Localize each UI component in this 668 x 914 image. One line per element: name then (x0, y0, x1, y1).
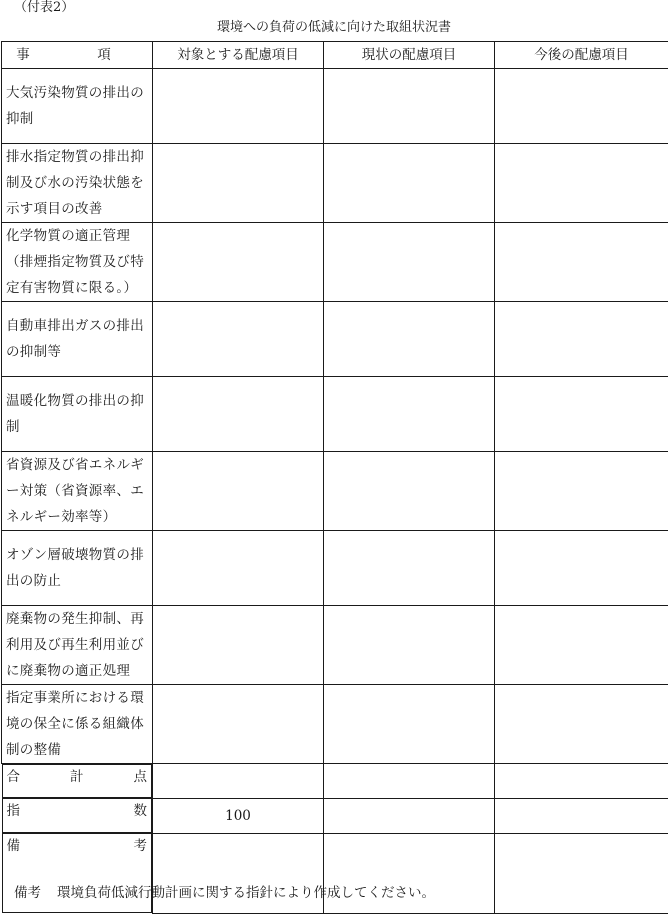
total-target-cell[interactable] (153, 764, 324, 799)
target-cell[interactable] (153, 452, 324, 531)
current-cell[interactable] (324, 685, 495, 764)
remarks-current-cell[interactable] (324, 833, 495, 913)
footnote-text: 環境負荷低減行動計画に関する指針により作成してください。 (57, 885, 435, 901)
current-cell[interactable] (324, 606, 495, 685)
target-cell[interactable] (153, 223, 324, 302)
target-cell[interactable] (153, 69, 324, 144)
table-row (2, 144, 668, 223)
remarks-row (2, 833, 668, 913)
row-item-label: 指定事業所における環境の保全に係る組織体制の整備 (2, 685, 153, 764)
current-cell[interactable] (324, 302, 495, 377)
target-cell[interactable] (153, 685, 324, 764)
future-cell[interactable] (495, 223, 668, 302)
future-cell[interactable] (495, 302, 668, 377)
target-cell[interactable] (153, 144, 324, 223)
row-item-label: 廃棄物の発生抑制、再利用及び再生利用並びに廃棄物の適正処理 (2, 606, 153, 685)
table-row (2, 685, 668, 764)
future-cell[interactable] (495, 144, 668, 223)
row-item-label: オゾン層破壊物質の排出の防止 (2, 531, 153, 606)
footnote-head: 備考 (14, 885, 41, 901)
row-item-label: 省資源及び省エネルギー対策（省資源率、エネルギー効率等） (2, 452, 153, 531)
future-cell[interactable] (495, 685, 668, 764)
future-cell[interactable] (495, 452, 668, 531)
index-label: 指 数 (2, 798, 153, 833)
current-cell[interactable] (324, 377, 495, 452)
index-row (2, 798, 668, 833)
current-cell[interactable] (324, 69, 495, 144)
row-item-label: 排水指定物質の排出抑制及び水の汚染状態を示す項目の改善 (2, 144, 153, 223)
future-cell[interactable] (495, 531, 668, 606)
current-cell[interactable] (324, 223, 495, 302)
table-row (2, 377, 668, 452)
footnote (14, 885, 435, 901)
status-table (1, 41, 668, 914)
current-cell[interactable] (324, 452, 495, 531)
current-cell[interactable] (324, 531, 495, 606)
current-cell[interactable] (324, 144, 495, 223)
target-cell[interactable] (153, 531, 324, 606)
header-item: 事 項 (2, 42, 153, 69)
future-cell[interactable] (495, 69, 668, 144)
target-cell[interactable] (153, 377, 324, 452)
target-cell[interactable] (153, 302, 324, 377)
table-row (2, 606, 668, 685)
item-rows (2, 69, 668, 764)
row-item-label: 化学物質の適正管理（排煙指定物質及び特定有害物質に限る。） (2, 223, 153, 302)
row-item-label: 自動車排出ガスの排出の抑制等 (2, 302, 153, 377)
row-item-label: 大気汚染物質の排出の抑制 (2, 69, 153, 144)
header-current: 現状の配慮項目 (324, 42, 495, 69)
total-row (2, 764, 668, 799)
row-item-label: 温暖化物質の排出の抑制 (2, 377, 153, 452)
header-row (2, 42, 668, 69)
table-row (2, 531, 668, 606)
table-row (2, 302, 668, 377)
total-current-cell[interactable] (324, 764, 495, 799)
total-label: 合 計 点 (2, 764, 153, 798)
appendix-label: （付表2） (14, 0, 74, 16)
future-cell[interactable] (495, 377, 668, 452)
remarks-label: 備 考 (2, 833, 153, 913)
index-target-value: 100 (153, 798, 324, 833)
table-row (2, 452, 668, 531)
header-target: 対象とする配慮項目 (153, 42, 324, 69)
form-title: 環境への負荷の低減に向けた取組状況書 (0, 20, 668, 36)
remarks-future-cell[interactable] (495, 833, 668, 913)
table-row (2, 223, 668, 302)
index-future-cell[interactable] (495, 798, 668, 833)
table-row (2, 69, 668, 144)
future-cell[interactable] (495, 606, 668, 685)
index-current-cell[interactable] (324, 798, 495, 833)
target-cell[interactable] (153, 606, 324, 685)
remarks-target-cell[interactable] (153, 833, 324, 913)
total-future-cell[interactable] (495, 764, 668, 799)
header-future: 今後の配慮項目 (495, 42, 668, 69)
